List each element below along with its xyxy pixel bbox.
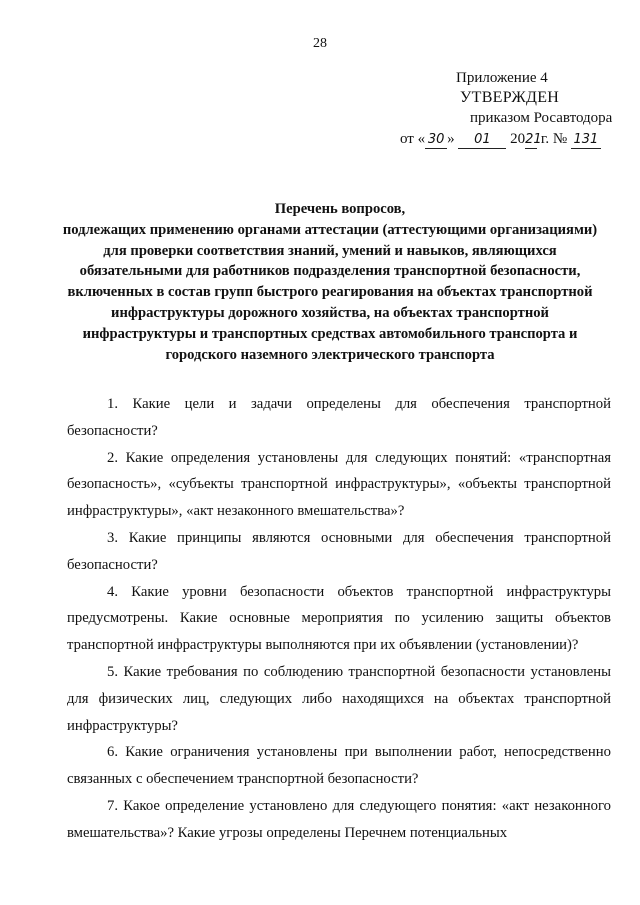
date-prefix: от « <box>400 131 426 147</box>
question-item: 5. Какие требования по соблюдению транспортной безопасности установлены для физических лиц, следующих либо находящихся на объектах транспортной инфраструктуры? <box>67 663 611 734</box>
question-list <box>67 391 611 847</box>
date-quote-close: » <box>447 131 455 147</box>
number-prefix: г. № <box>540 131 568 147</box>
handwritten-month: 01 <box>458 132 506 149</box>
appendix-label: Приложение 4 <box>456 70 548 86</box>
handwritten-number: 131 <box>571 132 601 149</box>
question-item: 2. Какие определения установлены для следующих понятий: «транспортная безопасность», «субъекты транспортной инфраструктуры», «объекты транспортной инфраструктуры», «акт незаконного вмешательства»? <box>67 449 611 520</box>
order-label: приказом Росавтодора <box>470 110 613 126</box>
handwritten-year: 21 <box>525 132 542 147</box>
order-date-line <box>398 129 634 149</box>
year-prefix: 20 <box>510 131 526 147</box>
approved-label: УТВЕРЖДЕН <box>460 89 560 106</box>
document-title <box>60 199 600 365</box>
title-body: подлежащих применению органами аттестации (аттестующими организациями) для проверки соответствия знаний, умений и навыков, являющихся обязательными для работников подразделения транспортной безопасности, включенных в состав групп быстрого реагирования на объектах транспортной инфраструктуры дорожного хозяйства, на объектах транспортной инфраструктуры и транспортных средствах автомобильного транспорта и городского наземного электрического транспорта <box>62 221 598 363</box>
approval-block <box>398 68 634 149</box>
handwritten-day: 30 <box>425 132 447 149</box>
question-item: 6. Какие ограничения установлены при выполнении работ, непосредственно связанных с обеспечением транспортной безопасности? <box>67 744 611 788</box>
question-item: 3. Какие принципы являются основными для обеспечения транспортной безопасности? <box>67 529 611 573</box>
question-item: 1. Какие цели и задачи определены для обеспечения транспортной безопасности? <box>67 396 611 439</box>
title-heading: Перечень вопросов, <box>274 201 406 217</box>
page-number: 28 <box>313 36 327 51</box>
question-item: 4. Какие уровни безопасности объектов транспортной инфраструктуры предусмотрены. Какие основные мероприятия по усилению защиты объектов транспортной инфраструктуры выполняются при их объявлении (установлении)? <box>67 583 611 654</box>
question-item: 7. Какое определение установлено для следующего понятия: «акт незаконного вмешательства»? Какие угрозы определены Перечнем потенциальных <box>67 797 611 841</box>
